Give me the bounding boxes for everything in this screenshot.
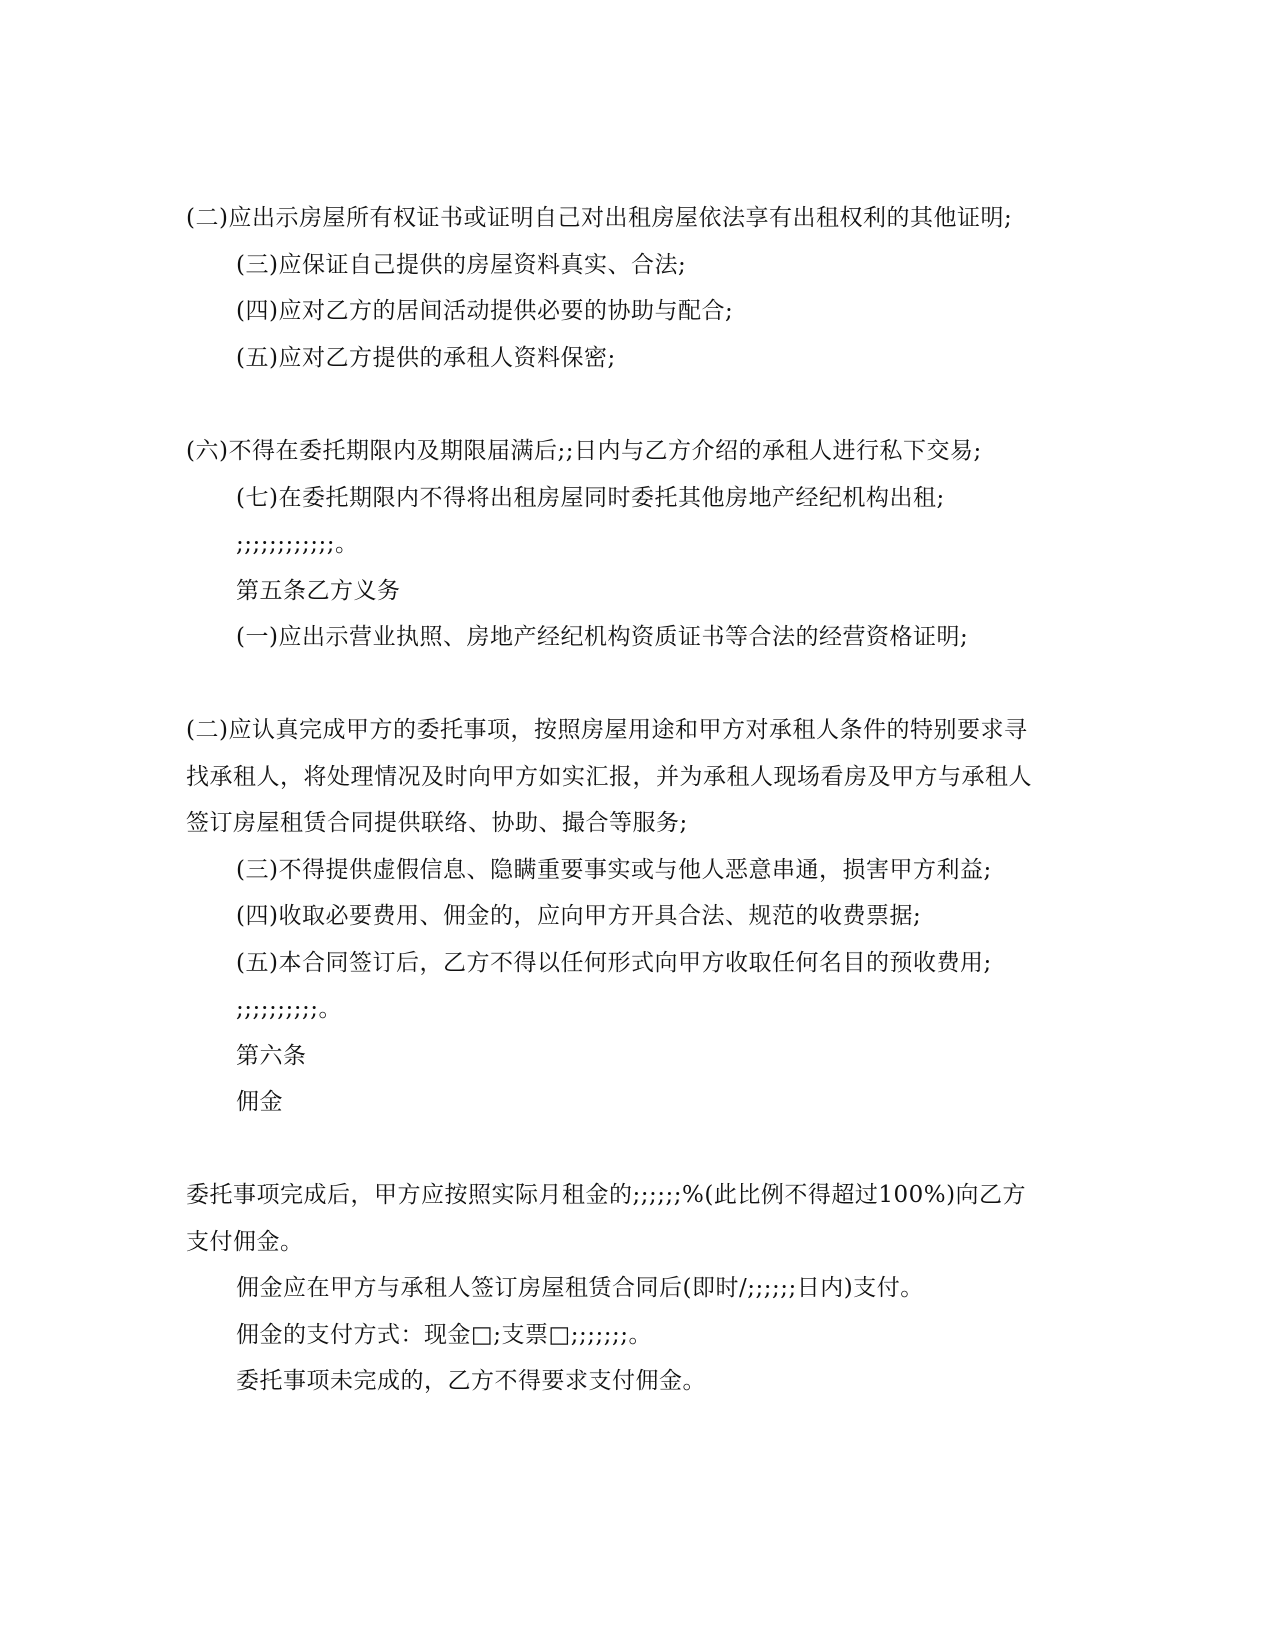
clause-line: 佣金的支付方式：现金□;支票□;;;;;;;。 xyxy=(236,1322,652,1348)
clause-line: (一)应出示营业执照、房地产经纪机构资质证书等合法的经营资格证明; xyxy=(236,624,969,650)
clause-line: 支付佣金。 xyxy=(186,1229,304,1255)
clause-line: 签订房屋租赁合同提供联络、协助、撮合等服务; xyxy=(186,810,688,836)
article-subheading: 佣金 xyxy=(236,1089,283,1115)
clause-line: 委托事项未完成的，乙方不得要求支付佣金。 xyxy=(236,1368,706,1394)
blank-fill-line: ;;;;;;;;;;;;。 xyxy=(236,531,359,557)
clause-line: (六)不得在委托期限内及期限届满后;;日内与乙方介绍的承租人进行私下交易; xyxy=(186,438,982,464)
clause-line: (四)应对乙方的居间活动提供必要的协助与配合; xyxy=(236,298,734,324)
clause-line: 委托事项完成后，甲方应按照实际月租金的;;;;;;%(此比例不得超过100%)向乙方 xyxy=(186,1182,1027,1208)
clause-line: (三)不得提供虚假信息、隐瞒重要事实或与他人恶意串通，损害甲方利益; xyxy=(236,857,992,883)
clause-line: (二)应认真完成甲方的委托事项，按照房屋用途和甲方对承租人条件的特别要求寻 xyxy=(186,717,1028,743)
clause-line: (四)收取必要费用、佣金的，应向甲方开具合法、规范的收费票据; xyxy=(236,903,922,929)
article-heading: 第五条乙方义务 xyxy=(236,578,401,604)
clause-line: (三)应保证自己提供的房屋资料真实、合法; xyxy=(236,252,687,278)
clause-line: 找承租人，将处理情况及时向甲方如实汇报，并为承租人现场看房及甲方与承租人 xyxy=(186,764,1032,790)
clause-line: (七)在委托期限内不得将出租房屋同时委托其他房地产经纪机构出租; xyxy=(236,485,945,511)
article-heading: 第六条 xyxy=(236,1043,307,1069)
clause-line: (五)本合同签订后，乙方不得以任何形式向甲方收取任何名目的预收费用; xyxy=(236,950,992,976)
blank-fill-line: ;;;;;;;;;;。 xyxy=(236,996,342,1022)
clause-line: 佣金应在甲方与承租人签订房屋租赁合同后(即时/;;;;;;日内)支付。 xyxy=(236,1275,924,1301)
clause-line: (五)应对乙方提供的承租人资料保密; xyxy=(236,345,616,371)
clause-line: (二)应出示房屋所有权证书或证明自己对出租房屋依法享有出租权利的其他证明; xyxy=(186,205,1013,231)
